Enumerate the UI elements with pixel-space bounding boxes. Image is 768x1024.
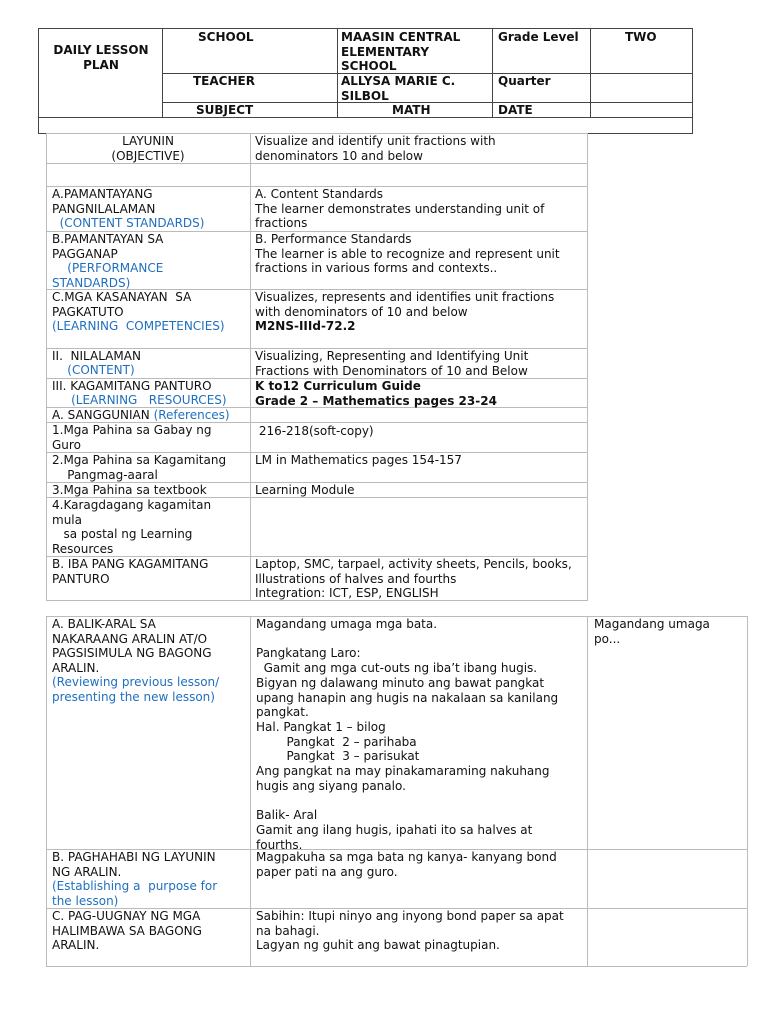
performance-standards-value: B. Performance Standards The learner is able to recognize and represent unit fractions in various forms and contexts.. [255, 232, 560, 276]
objective-value: Visualize and identify unit fractions with denominators 10 and below [255, 134, 496, 163]
purpose-label-en: (Establishing a purpose for the lesson) [52, 879, 218, 908]
content-standards-label: A.PAMANTAYANG PANGNILALAMAN [52, 187, 156, 216]
performance-standards-label: B.PAMANTAYAN SA PAGGANAP [52, 232, 164, 261]
references-label-text: A. SANGGUNIAN [52, 408, 150, 422]
subject-label: SUBJECT [196, 103, 254, 117]
grade-level-label: Grade Level [498, 30, 579, 44]
objective-label: LAYUNIN (OBJECTIVE) [111, 134, 185, 163]
review-label-en: (Reviewing previous lesson/ presenting the new lesson) [52, 675, 220, 704]
content-label-en: (CONTENT) [52, 363, 135, 377]
review-label: A. BALIK-ARAL SA NAKARAANG ARALIN AT/O PAGSISIMULA NG BAGONG ARALIN. [52, 617, 212, 676]
learner-material-label: 2.Mga Pahina sa Kagamitang Pangmag-aaral [52, 453, 227, 482]
plan-title: DAILY LESSON PLAN [53, 43, 149, 72]
content-value: Visualizing, Representing and Identifying Unit Fractions with Denominators of 10 and Below [255, 349, 529, 378]
competencies-label-en: (LEARNING COMPETENCIES) [52, 319, 225, 333]
additional-materials-label: 4.Karagdagang kagamitan mula sa postal ng Learning Resources [52, 498, 212, 557]
school-value: MAASIN CENTRAL ELEMENTARY SCHOOL [341, 30, 461, 74]
performance-standards-label-en: (PERFORMANCE STANDARDS) [52, 261, 164, 290]
competencies-label: C.MGA KASANAYAN SA PAGKATUTO [52, 290, 192, 319]
examples-value: Sabihin: Itupi ninyo ang inyong bond paper sa apat na bahagi. Lagyan ng guhit ang bawat pinagtupian. [256, 909, 564, 953]
resources-label: III. KAGAMITANG PANTURO [52, 379, 212, 393]
competencies-value: Visualizes, represents and identifies unit fractions with denominators of 10 and below [255, 290, 555, 319]
content-standards-label-en: (CONTENT STANDARDS) [52, 216, 205, 230]
textbook-label: 3.Mga Pahina sa textbook [52, 483, 207, 497]
content-standards-value: A. Content Standards The learner demonstrates understanding unit of fractions [255, 187, 545, 231]
purpose-value: Magpakuha sa mga bata ng kanya- kanyang bond paper pati na ang guro. [256, 850, 557, 879]
teacher-label: TEACHER [193, 74, 255, 88]
review-response: Magandang umaga po... [594, 617, 710, 646]
learner-material-value: LM in Mathematics pages 154-157 [255, 453, 462, 467]
purpose-label: B. PAGHAHABI NG LAYUNIN NG ARALIN. [52, 850, 216, 879]
teacher-guide-value: 216-218(soft-copy) [255, 424, 374, 438]
references-label [52, 408, 230, 423]
teacher-guide-label: 1.Mga Pahina sa Gabay ng Guro [52, 423, 212, 452]
school-label: SCHOOL [198, 30, 254, 44]
grade-level-value: TWO [625, 30, 657, 44]
references-label-en: (References) [153, 408, 230, 422]
subject-value: MATH [392, 103, 431, 117]
resources-value: K to12 Curriculum Guide Grade 2 – Mathematics pages 23-24 [255, 379, 497, 408]
competency-code: M2NS-IIId-72.2 [255, 319, 356, 333]
content-label: II. NILALAMAN [52, 349, 141, 363]
examples-label: C. PAG-UUGNAY NG MGA HALIMBAWA SA BAGONG ARALIN. [52, 909, 202, 953]
other-materials-label: B. IBA PANG KAGAMITANG PANTURO [52, 557, 209, 586]
textbook-value: Learning Module [255, 483, 355, 497]
date-label: DATE [498, 103, 533, 117]
quarter-label: Quarter [498, 74, 551, 88]
teacher-value: ALLYSA MARIE C. SILBOL [341, 74, 456, 103]
other-materials-value: Laptop, SMC, tarpael, activity sheets, Pencils, books, Illustrations of halves and fourths Integration: ICT, ESP, ENGLISH [255, 557, 572, 601]
review-value: Magandang umaga mga bata. Pangkatang Laro: Gamit ang mga cut-outs ng iba’t ibang hugis. Bigyan ng dalawang minuto ang bawat pangkat upang hanapin ang hugis na nakalaan sa kanilang pangkat. Hal. Pangkat 1 – bilog Pangkat 2 – parihaba Pangkat 3 – parisukat Ang pangkat na may pinakamaraming nakuhang hugis ang siyang panalo. Balik- Aral Gamit ang ilang hugis, ipahati ito sa halves at fourths. [256, 617, 559, 852]
resources-label-en: (LEARNING RESOURCES) [52, 393, 227, 407]
